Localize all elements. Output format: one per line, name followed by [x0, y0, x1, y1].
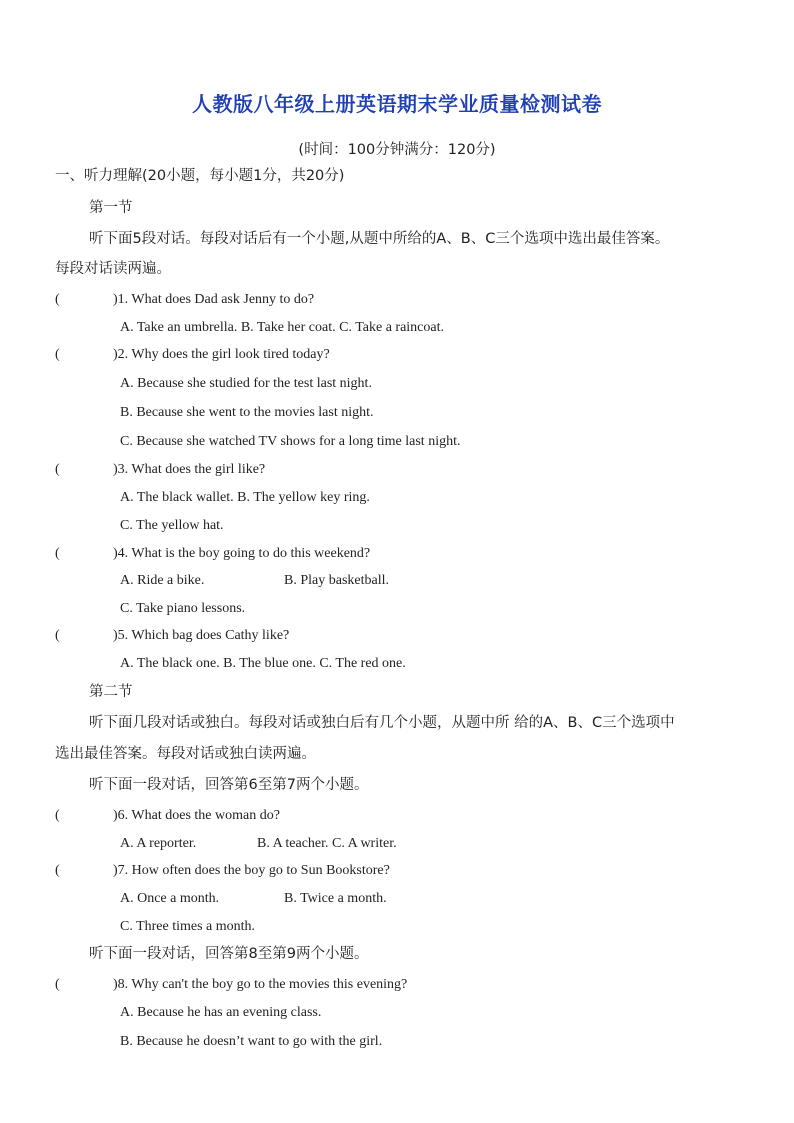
part-heading: 第二节 — [89, 684, 133, 700]
instruction: 听下面5段对话。每段对话后有一个小题,从题中所给的A、B、C三个选项中选出最佳答案。 — [89, 231, 670, 247]
option-a: A. Once a month. — [120, 891, 220, 906]
question-q5 — [55, 626, 289, 646]
question-q8 — [55, 975, 407, 995]
instruction: 听下面几段对话或独白。每段对话或独白后有几个小题，从题中所 给的A、B、C三个选项中 — [89, 715, 675, 731]
exam-info: (时间：100分钟满分：120分) — [298, 142, 496, 158]
option-b: B. Because she went to the movies last night. — [120, 405, 374, 420]
question-text: )1. What does Dad ask Jenny to do? — [113, 292, 315, 307]
options: A. The black one. B. The blue one. C. The red one. — [120, 656, 406, 671]
answer-blank[interactable]: ( — [55, 462, 60, 477]
instruction: 每段对话读两遍。 — [55, 261, 171, 277]
question-q7 — [55, 861, 390, 881]
part-heading: 第一节 — [89, 200, 133, 216]
dialogue-instruction: 听下面一段对话，回答第8至第9两个小题。 — [89, 946, 369, 962]
question-q4 — [55, 544, 370, 564]
option-a: A. Because she studied for the test last night. — [120, 376, 372, 391]
option-b: B. Twice a month. — [284, 891, 387, 906]
answer-blank[interactable]: ( — [55, 292, 60, 307]
option-c: C. The yellow hat. — [120, 518, 224, 533]
answer-blank[interactable]: ( — [55, 628, 60, 643]
option-c: C. Take piano lessons. — [120, 601, 246, 616]
option-a: A. Ride a bike. — [120, 573, 205, 588]
option-c: C. Because she watched TV shows for a long time last night. — [120, 434, 461, 449]
question-text: )3. What does the girl like? — [113, 462, 266, 477]
question-q3 — [55, 460, 265, 480]
answer-blank[interactable]: ( — [55, 863, 60, 878]
dialogue-instruction: 听下面一段对话，回答第6至第7两个小题。 — [89, 777, 369, 793]
question-q2 — [55, 345, 330, 365]
page-title: 人教版八年级上册英语期末学业质量检测试卷 — [192, 92, 602, 116]
answer-blank[interactable]: ( — [55, 808, 60, 823]
question-text: )2. Why does the girl look tired today? — [113, 347, 330, 362]
options: A. The black wallet. B. The yellow key ring. — [120, 490, 370, 505]
question-text: )4. What is the boy going to do this weekend? — [113, 546, 371, 561]
option-c: C. Three times a month. — [120, 919, 256, 934]
option-a: A. Because he has an evening class. — [120, 1005, 322, 1020]
answer-blank[interactable]: ( — [55, 347, 60, 362]
instruction: 选出最佳答案。每段对话或独白读两遍。 — [55, 746, 316, 762]
option-b: B. Play basketball. — [284, 573, 389, 588]
question-q6 — [55, 806, 280, 826]
question-text: )7. How often does the boy go to Sun Bookstore? — [113, 863, 390, 878]
question-text: )8. Why can't the boy go to the movies this evening? — [113, 977, 408, 992]
option-b: B. Because he doesn’t want to go with the girl. — [120, 1034, 383, 1049]
question-q1 — [55, 290, 314, 310]
options: A. Take an umbrella. B. Take her coat. C. Take a raincoat. — [120, 320, 444, 335]
answer-blank[interactable]: ( — [55, 546, 60, 561]
options: B. A teacher. C. A writer. — [257, 836, 397, 851]
option-a: A. A reporter. — [120, 836, 197, 851]
question-text: )6. What does the woman do? — [113, 808, 280, 823]
answer-blank[interactable]: ( — [55, 977, 60, 992]
section-heading: 一、听力理解(20小题，每小题1分，共20分) — [55, 168, 345, 184]
question-text: )5. Which bag does Cathy like? — [113, 628, 290, 643]
